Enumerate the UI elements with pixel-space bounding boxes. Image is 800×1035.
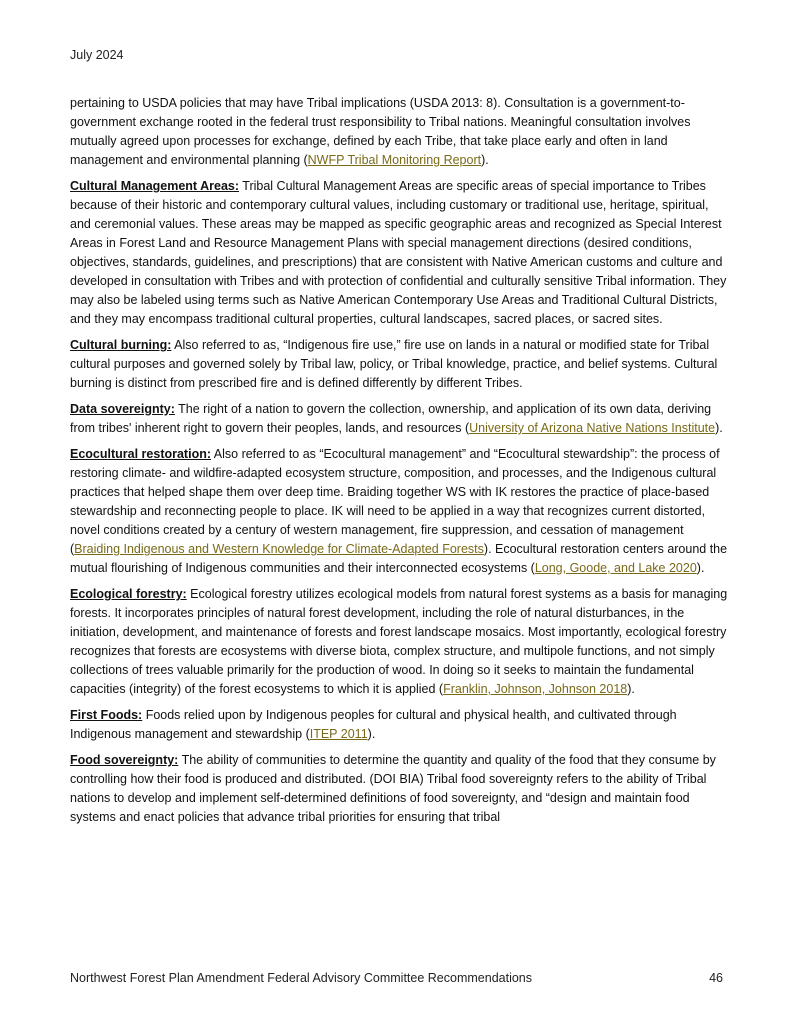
footer-title: Northwest Forest Plan Amendment Federal Advisory Committee Recommendations xyxy=(70,971,532,985)
definition-ecological-forestry: Ecological forestry: Ecological forestry utilizes ecological models from natural forest systems as a basis for managing forests. It incorporates principles of natural forest development, including the role of natural disturbances, in the initiation, development, and maintenance of forests and forest landscape mosaics. Most importantly, ecological forestry recognizes that forests are ecosystems with diverse biota, complex structure, and multipole functions, and not simply collections of trees valuable primarily for the production of wood. In doing so it seeks to maintain the fundamental capacities (integrity) of the forest ecosystems to which it is applied (Franklin, Johnson, Johnson 2018). xyxy=(70,587,728,696)
definition-text: The ability of communities to determine the quantity and quality of the food that they consume by controlling how their food is produced and distributed. (DOI BIA) Tribal food sovereignty refers to the ability of Tribal nations to develop and implement self-determined definitions of food sovereignty, and “design and maintain food systems and enact policies that advance tribal priorities for ensuring that tribal xyxy=(70,753,716,824)
intro-paragraph: pertaining to USDA policies that may have Tribal implications (USDA 2013: 8). Consultation is a government-to-government exchange rooted in the federal trust responsibility to Tribal nations. Meaningful consultation involves mutually agreed upon processes for exchange, defined by each Tribe, that take place early and often in land management and environmental planning (NWFP Tribal Monitoring Report). xyxy=(70,96,691,167)
definition-data-sovereignty: Data sovereignty: The right of a nation to govern the collection, ownership, and application of its own data, deriving from tribes' inherent right to govern their peoples, lands, and resources (University of Arizona Native Nations Institute). xyxy=(70,402,723,435)
definition-text: The right of a nation to govern the collection, ownership, and application of its own data, deriving from tribes' inherent right to govern their peoples, lands, and resources ( xyxy=(70,402,712,435)
braiding-knowledge-link[interactable]: Braiding Indigenous and Western Knowledge for Climate-Adapted Forests xyxy=(74,542,484,556)
definition-food-sovereignty xyxy=(70,751,730,827)
definition-text: Also referred to as, “Indigenous fire use,” fire use on lands in a natural or modified state for Tribal cultural purposes and governed solely by Tribal law, policy, or Tribal knowledge, practice, and belief systems. Cultural burning is distinct from prescribed fire and is defined differently by different Tribes. xyxy=(70,338,718,390)
definition-text: Ecological forestry utilizes ecological models from natural forest systems as a basis for managing forests. It incorporates principles of natural forest development, including the role of natural disturbances, in the initiation, development, and maintenance of forests and forest landscape mosaics. Most importantly, ecological forestry recognizes that forests are ecosystems with diverse biota, complex structure, and multipole functions, and not simply collections of trees valuable primarily for the production of wood. In doing so it seeks to maintain the fundamental capacities (integrity) of the forest ecosystems to which it is applied ( xyxy=(70,587,728,696)
definition-text: Foods relied upon by Indigenous peoples for cultural and physical health, and cultivated through Indigenous management and stewardship ( xyxy=(70,708,677,741)
document-body xyxy=(70,94,730,834)
header-date: July 2024 xyxy=(70,48,124,62)
long-goode-lake-link[interactable]: Long, Goode, and Lake 2020 xyxy=(534,561,697,575)
definition-first-foods: First Foods: Foods relied upon by Indigenous peoples for cultural and physical health, and cultivated through Indigenous management and stewardship (ITEP 2011). xyxy=(70,708,677,741)
term-label: Food sovereignty: xyxy=(70,753,179,767)
term-label: Ecological forestry: xyxy=(70,587,187,601)
page-number: 46 xyxy=(709,971,723,985)
term-label: Cultural burning: xyxy=(70,338,172,352)
native-nations-institute-link[interactable]: University of Arizona Native Nations Institute xyxy=(469,421,716,435)
definition-cultural-management-areas xyxy=(70,177,730,329)
term-label: Ecocultural restoration: xyxy=(70,447,211,461)
definition-text: Tribal Cultural Management Areas are specific areas of special importance to Tribes because of their historic and contemporary cultural values, including customary or traditional use, heritage, spiritual, and ceremonial values. These areas may be mapped as specific geographic areas and recognized as Special Interest Areas in Forest Land and Resource Management Plans with special management directions (desired conditions, objectives, standards, guidelines, and prescriptions) that are consistent with Native American customs and culture and developed in consultation with Tribes and with protection of confidential and culturally sensitive Tribal information. They may also be labeled using terms such as Native American Contemporary Use Areas and Traditional Cultural Districts, and they may encompass traditional cultural properties, cultural landscapes, sacred places, or sacred sites. xyxy=(70,179,727,326)
definition-text: Also referred to as “Ecocultural management” and “Ecocultural stewardship”: the process of restoring climate- and wildfire-adapted ecosystem structure, composition, and processes, and the Indigenous cultural practices that helped shape them over deep time. Braiding together WS with IK restores the practice of place-based stewardship and reconnecting people to place. IK will need to be applied in a way that recognizes current distorted, novel conditions created by a century of western management, fire suppression, and cessation of management ( xyxy=(70,447,720,556)
term-label: Cultural Management Areas: xyxy=(70,179,240,193)
definition-cultural-burning xyxy=(70,336,730,393)
itep-link[interactable]: ITEP 2011 xyxy=(309,727,368,741)
term-label: Data sovereignty: xyxy=(70,402,175,416)
term-label: First Foods: xyxy=(70,708,143,722)
franklin-johnson-link[interactable]: Franklin, Johnson, Johnson 2018 xyxy=(443,682,628,696)
nwfp-report-link[interactable]: NWFP Tribal Monitoring Report xyxy=(307,153,482,167)
intro-text: pertaining to USDA policies that may have Tribal implications (USDA 2013: 8). Consultation is a government-to-government exchange rooted in the federal trust responsibility to Tribal nations. Meaningful consultation involves mutually agreed upon processes for exchange, defined by each Tribe, that take place early and often in land management and environmental planning ( xyxy=(70,96,691,167)
definition-ecocultural-restoration: Ecocultural restoration: Also referred to as “Ecocultural management” and “Ecocultural stewardship”: the process of restoring climate- and wildfire-adapted ecosystem structure, composition, and processes, and the Indigenous cultural practices that helped shape them over deep time. Braiding together WS with IK restores the practice of place-based stewardship and reconnecting people to place. IK will need to be applied in a way that recognizes current distorted, novel conditions created by a century of western management, fire suppression, and cessation of management (Braiding Indigenous and Western Knowledge for Climate-Adapted Forests). Ecocultural restoration centers around the mutual flourishing of Indigenous communities and their interconnected ecosystems (Long, Goode, and Lake 2020). xyxy=(70,447,728,575)
